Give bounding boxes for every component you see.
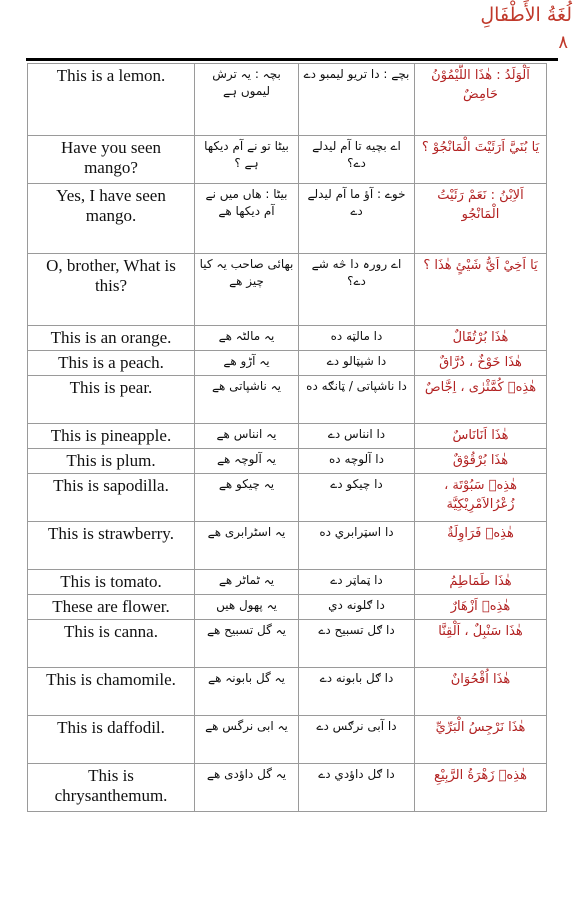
urdu-cell: یہ مالٹہ ھے	[195, 326, 299, 351]
table-row	[28, 351, 547, 376]
table-row	[28, 136, 547, 184]
pashto-cell: بچے : دا تریو لیمبو دے	[299, 64, 415, 136]
urdu-cell: یہ آڑو ھے	[195, 351, 299, 376]
arabic-cell: هٰذِهٖ اَزْهَارٌ	[415, 595, 547, 620]
table-row	[28, 522, 547, 570]
table-row	[28, 376, 547, 424]
english-cell: This is pear.	[28, 376, 195, 424]
table-row	[28, 620, 547, 668]
urdu-cell: یہ آلوچہ ھے	[195, 449, 299, 474]
pashto-cell: دا چیکو دے	[299, 474, 415, 522]
arabic-cell: هٰذِهٖ سَبُوْتَة ، زُعْرُالاَمْرِيْكِيَّة	[415, 474, 547, 522]
english-cell: This is a peach.	[28, 351, 195, 376]
english-cell: This is tomato.	[28, 570, 195, 595]
arabic-cell: هٰذَا نَرْجِسُ الْبَرِّيِّ	[415, 716, 547, 764]
arabic-cell: هٰذَا سَنْبِلٌ ، اَلْقِنَّا	[415, 620, 547, 668]
table-row	[28, 570, 547, 595]
english-cell: This is chrysanthemum.	[28, 764, 195, 812]
page-number: ٨	[558, 32, 568, 53]
pashto-cell: دا اسټرابري ده	[299, 522, 415, 570]
urdu-cell: یہ گل بابونہ ھے	[195, 668, 299, 716]
urdu-cell: یہ چیکو ھے	[195, 474, 299, 522]
pashto-cell: دا ګل تسبیح دے	[299, 620, 415, 668]
page-title: لُغَةُ الأَطْفَالِ	[480, 4, 572, 26]
table-row	[28, 424, 547, 449]
table-row	[28, 254, 547, 326]
urdu-cell: یہ گل داؤدی ھے	[195, 764, 299, 812]
table-row	[28, 716, 547, 764]
arabic-cell: هٰذِهٖ كُمَّثْرٰى ، اِجَّاصٌ	[415, 376, 547, 424]
pashto-cell: دا مالټه ده	[299, 326, 415, 351]
english-cell: This is daffodil.	[28, 716, 195, 764]
table-row	[28, 449, 547, 474]
pashto-cell: دا ټماټر دے	[299, 570, 415, 595]
english-cell: This is canna.	[28, 620, 195, 668]
header-rule	[26, 58, 558, 61]
urdu-cell: بیٹا : ھاں میں نے آم دیکھا ھے	[195, 184, 299, 254]
english-cell: This is pineapple.	[28, 424, 195, 449]
arabic-cell: هٰذِهٖ زَهْرَةُ الرَّبِيْعِ	[415, 764, 547, 812]
urdu-cell: بیٹا تو نے آم دیکھا ہے ؟	[195, 136, 299, 184]
english-cell: This is a lemon.	[28, 64, 195, 136]
arabic-cell: هٰذَا بُرْقُوْقٌ	[415, 449, 547, 474]
arabic-cell: اَلْوَلَدُ : هٰذَا اللَّيْمُوْنُ حَامِضٌ	[415, 64, 547, 136]
pashto-cell: دا شپټالو دے	[299, 351, 415, 376]
page-header	[0, 0, 582, 62]
pashto-cell: خوے : آؤ ما آم لیدلے دے	[299, 184, 415, 254]
urdu-cell: یہ انناس ھے	[195, 424, 299, 449]
urdu-cell: یہ ابی نرگس ھے	[195, 716, 299, 764]
table-row	[28, 64, 547, 136]
arabic-cell: يَا اَخِيْ اَيُّ شَيْئٍ هٰذَا ؟	[415, 254, 547, 326]
table-row	[28, 668, 547, 716]
pashto-cell: دا آلوچه ده	[299, 449, 415, 474]
table-row	[28, 595, 547, 620]
arabic-cell: هٰذَا بُرْتُقَالٌ	[415, 326, 547, 351]
urdu-cell: یہ ٹماٹر ھے	[195, 570, 299, 595]
english-cell: These are flower.	[28, 595, 195, 620]
arabic-cell: هٰذَا اُقْحُوَانٌ	[415, 668, 547, 716]
english-cell: Yes, I have seen mango.	[28, 184, 195, 254]
pashto-cell: دا انناس دے	[299, 424, 415, 449]
table-row	[28, 184, 547, 254]
urdu-cell: یہ پھول ھیں	[195, 595, 299, 620]
pashto-cell: دا ګل داؤدي دے	[299, 764, 415, 812]
urdu-cell: یہ ناشپاتی ھے	[195, 376, 299, 424]
vocabulary-table	[27, 63, 547, 812]
arabic-cell: هٰذَا طَمَاطِمُ	[415, 570, 547, 595]
english-cell: This is an orange.	[28, 326, 195, 351]
arabic-cell: يَا بُنَيَّ اَرَئَيْتَ الْمَانْجُوْ ؟	[415, 136, 547, 184]
english-cell: This is plum.	[28, 449, 195, 474]
arabic-cell: هٰذَا اَنَانَاسٌ	[415, 424, 547, 449]
english-cell: Have you seen mango?	[28, 136, 195, 184]
urdu-cell: بچہ : یہ ترش لیموں ہے	[195, 64, 299, 136]
pashto-cell: دا آبی نرګس دے	[299, 716, 415, 764]
english-cell: This is chamomile.	[28, 668, 195, 716]
pashto-cell: دا ناشپاتی / ټانګه ده	[299, 376, 415, 424]
urdu-cell: یہ گل تسبیح ھے	[195, 620, 299, 668]
english-cell: This is strawberry.	[28, 522, 195, 570]
arabic-cell: هٰذِهٖ فَرَاوِلَةٌ	[415, 522, 547, 570]
urdu-cell: بھائی صاحب یہ کیا چیز ھے	[195, 254, 299, 326]
english-cell: O, brother, What is this?	[28, 254, 195, 326]
table-row	[28, 326, 547, 351]
pashto-cell: اے بچیه تا آم لیدلے دے؟	[299, 136, 415, 184]
pashto-cell: دا ګلونه دي	[299, 595, 415, 620]
english-cell: This is sapodilla.	[28, 474, 195, 522]
pashto-cell: اے رورہ دا څه شے دے؟	[299, 254, 415, 326]
table-row	[28, 474, 547, 522]
arabic-cell: اَلاِبْنُ : نَعَمْ رَئَيْتُ الْمَانْجُو	[415, 184, 547, 254]
pashto-cell: دا ګل بابونه دے	[299, 668, 415, 716]
arabic-cell: هٰذَا خَوْخٌ ، دُرَّاقٌ	[415, 351, 547, 376]
table-row	[28, 764, 547, 812]
urdu-cell: یہ اسٹرابری ھے	[195, 522, 299, 570]
